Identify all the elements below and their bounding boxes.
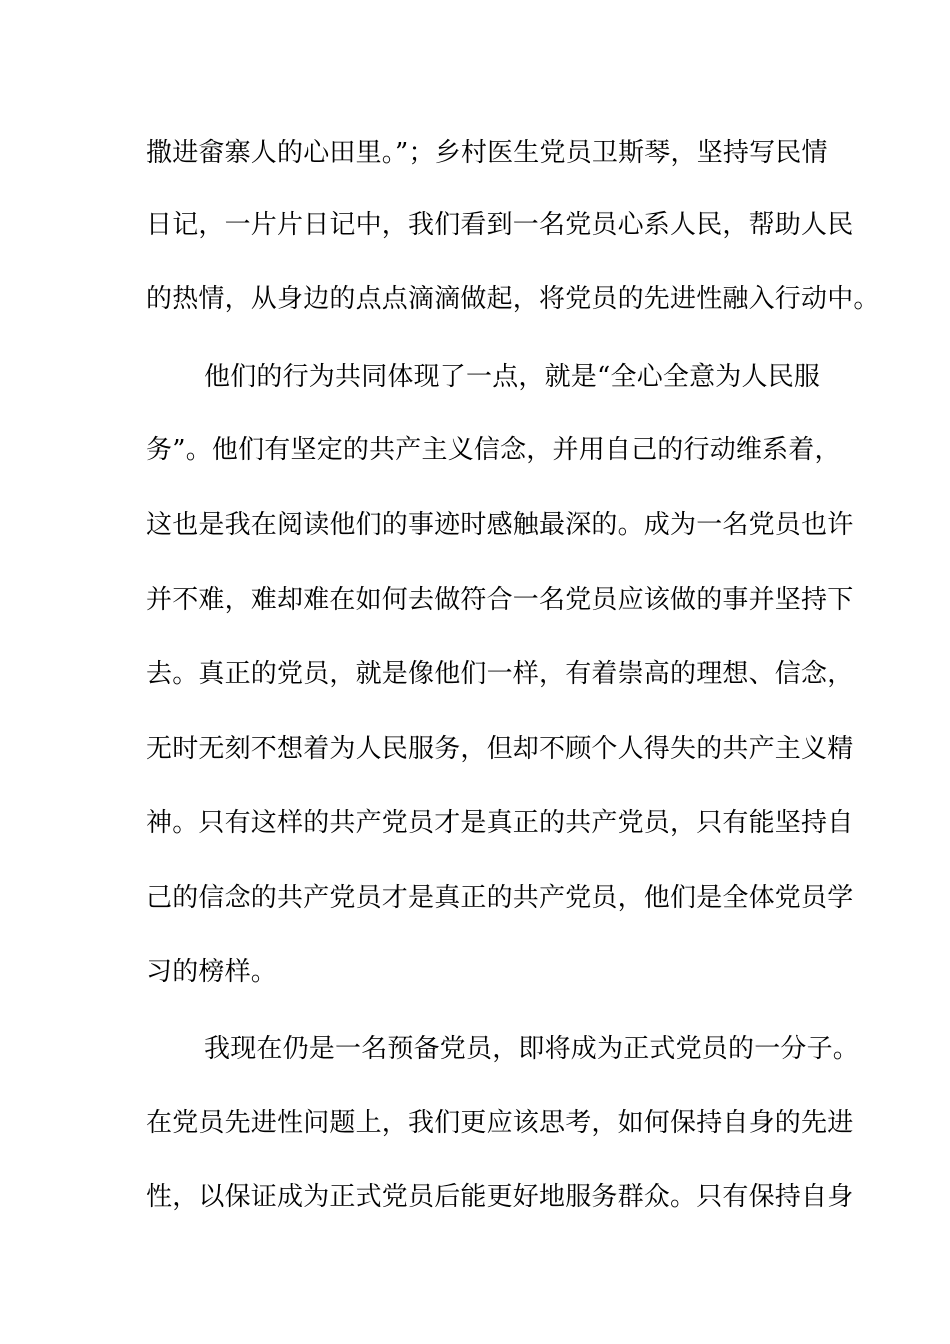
text-line: 撒进畲寨人的心田里。”；乡村医生党员卫斯琴，坚持写民情 — [146, 138, 828, 168]
text-line: 务”。他们有坚定的共产主义信念，并用自己的行动维系着， — [146, 435, 841, 465]
paragraph-first-line: 他们的行为共同体现了一点，就是“全心全意为人民服 — [204, 362, 821, 392]
text-line: 日记，一片片日记中，我们看到一名党员心系人民，帮助人民 — [146, 210, 854, 240]
text-line: 无时无刻不想着为人民服务，但却不顾个人得失的共产主义精 — [146, 734, 854, 764]
text-line: 己的信念的共产党员才是真正的共产党员，他们是全体党员学 — [146, 883, 854, 913]
text-line: 性，以保证成为正式党员后能更好地服务群众。只有保持自身 — [146, 1182, 854, 1212]
text-line: 这也是我在阅读他们的事迹时感触最深的。成为一名党员也许 — [146, 510, 854, 540]
text-line: 在党员先进性问题上，我们更应该思考，如何保持自身的先进 — [146, 1108, 854, 1138]
text-line: 的热情，从身边的点点滴滴做起，将党员的先进性融入行动中。 — [146, 284, 880, 314]
text-line: 神。只有这样的共产党员才是真正的共产党员，只有能坚持自 — [146, 808, 854, 838]
text-line: 习的榜样。 — [146, 957, 278, 987]
text-line: 去。真正的党员，就是像他们一样，有着崇高的理想、信念， — [146, 659, 854, 689]
text-line: 并不难，难却难在如何去做符合一名党员应该做的事并坚持下 — [146, 585, 854, 615]
paragraph-first-line: 我现在仍是一名预备党员，即将成为正式党员的一分子。 — [204, 1034, 860, 1064]
